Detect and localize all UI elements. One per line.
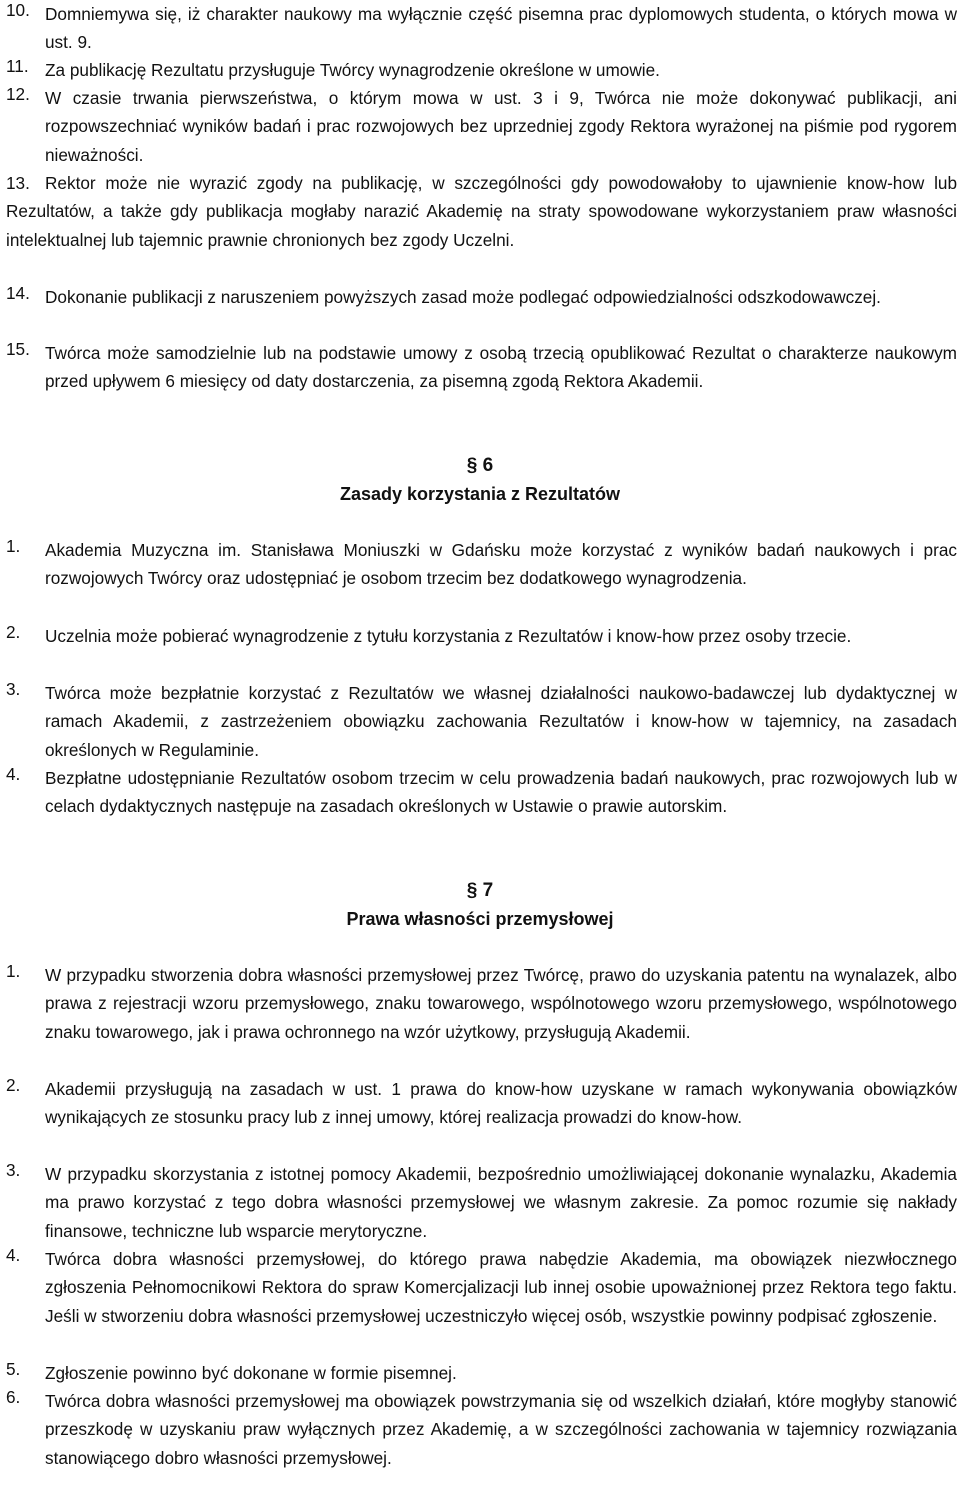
section-number: § 6 xyxy=(466,455,494,476)
list-item-number: 1. xyxy=(6,961,21,981)
list-item-text: Zgłoszenie powinno być dokonane w formie pisemnej. xyxy=(45,1363,457,1383)
list-item-number: 3. xyxy=(6,679,21,699)
list-item-text: Twórca dobra własności przemysłowej ma obowiązek powstrzymania się od wszelkich działań, które mogłyby stanowić przeszkodę w uzyskaniu praw wyłącznych przez Akademię, a w szczególności zachowania w tajemnicy rozwiązania stanowiącego dobro własności przemysłowej. xyxy=(45,1391,957,1468)
list-item-text: Bezpłatne udostępnianie Rezultatów osobom trzecim w celu prowadzenia badań naukowych, prac rozwojowych lub w celach dydaktycznych następuje na zasadach określonych w Ustawie o prawie autorskim. xyxy=(45,768,957,817)
list-item-text: W przypadku stworzenia dobra własności przemysłowej przez Twórcę, prawo do uzyskania patentu na wynalazek, albo prawa z rejestracji wzoru przemysłowego, znaku towarowego, wspólnotowego wzoru przemysłowego, wspólnotowego znaku towarowego, jak i prawa ochronnego na wzór użytkowy, przysługują Akademii. xyxy=(45,965,957,1042)
list-item-number: 10. xyxy=(6,0,30,20)
list-item-text: Uczelnia może pobierać wynagrodzenie z tytułu korzystania z Rezultatów i know-how przez osoby trzecie. xyxy=(45,626,852,646)
list-item-number: 12. xyxy=(6,84,30,104)
list-item-number: 2. xyxy=(6,1075,21,1095)
list-item-text: Twórca może bezpłatnie korzystać z Rezultatów we własnej działalności naukowo-badawczej lub dydaktycznej w ramach Akademii, z zastrzeżeniem obowiązku zachowania Rezultatów i know-how w tajemnicy, na zasadach określonych w Regulaminie. xyxy=(45,683,957,760)
list-item-number: 3. xyxy=(6,1160,21,1180)
section-number: § 7 xyxy=(466,880,494,901)
list-item-number: 4. xyxy=(6,764,21,784)
list-item-number: 1. xyxy=(6,536,21,556)
list-item-text: Akademii przysługują na zasadach w ust. 1 prawa do know-how uzyskane w ramach wykonywania obowiązków wynikających ze stosunku pracy lub z innej umowy, której realizacja prowadzi do know-how. xyxy=(45,1079,957,1128)
list-item-text: Dokonanie publikacji z naruszeniem powyższych zasad może podlegać odpowiedzialności odszkodowawczej. xyxy=(45,287,881,307)
list-item-body: Rektor może nie wyrazić zgody na publikację, w szczególności gdy powodowałoby to ujawnienie know-how lub Rezultatów, a także gdy publikacja mogłaby narazić Akademię na straty spowodowane wykorzystaniem praw własności intelektualnej lub tajemnic prawnie chronionych bez zgody Uczelni. xyxy=(6,173,957,250)
list-item-text: Akademia Muzyczna im. Stanisława Moniuszki w Gdańsku może korzystać z wyników badań naukowych i prac rozwojowych Twórcy oraz udostępniać je osobom trzecim bez dodatkowego wynagrodzenia. xyxy=(45,540,957,589)
list-item-number: 5. xyxy=(6,1359,21,1379)
list-item-number: 14. xyxy=(6,283,30,303)
list-item-text: Domniemywa się, iż charakter naukowy ma wyłącznie część pisemna prac dyplomowych studenta, o których mowa w ust. 9. xyxy=(45,4,957,53)
section-heading xyxy=(0,877,960,933)
list-item-number: 13. xyxy=(6,173,30,193)
list-item-text: Twórca dobra własności przemysłowej, do którego prawa nabędzie Akademia, ma obowiązek niezwłocznego zgłoszenia Pełnomocnikowi Rektora do spraw Komercjalizacji lub innej osobie upoważnionej przez Rektora tego faktu. Jeśli w stworzeniu dobra własności przemysłowej uczestniczyło więcej osób, wszystkie powinny podpisać zgłoszenie. xyxy=(45,1249,957,1326)
list-item-text: W przypadku skorzystania z istotnej pomocy Akademii, bezpośrednio umożliwiającej dokonanie wynalazku, Akademia ma prawo korzystać z tego dobra własności przemysłowej we własnym zakresie. Za pomoc rozumie się nakłady finansowe, techniczne lub wsparcie merytoryczne. xyxy=(45,1164,957,1241)
list-item-number: 11. xyxy=(6,56,29,76)
section-title: Prawa własności przemysłowej xyxy=(346,909,614,929)
list-item-number: 4. xyxy=(6,1245,21,1265)
list-item-text: Twórca może samodzielnie lub na podstawie umowy z osobą trzecią opublikować Rezultat o charakterze naukowym przed upływem 6 miesięcy od daty dostarczenia, za pisemną zgodą Rektora Akademii. xyxy=(45,343,957,392)
list-item-text xyxy=(6,169,957,254)
list-item-text: W czasie trwania pierwszeństwa, o którym mowa w ust. 3 i 9, Twórca nie może dokonywać publikacji, ani rozpowszechniać wyników badań i prac rozwojowych bez uprzedniej zgody Rektora wyrażonej na piśmie pod rygorem nieważności. xyxy=(45,88,957,165)
list-item-text: Za publikację Rezultatu przysługuje Twórcy wynagrodzenie określone w umowie. xyxy=(45,60,660,80)
list-item-number: 6. xyxy=(6,1387,21,1407)
list-item-number: 2. xyxy=(6,622,21,642)
list-item-number: 15. xyxy=(6,339,30,359)
section-title: Zasady korzystania z Rezultatów xyxy=(339,484,621,504)
section-heading xyxy=(0,452,960,508)
